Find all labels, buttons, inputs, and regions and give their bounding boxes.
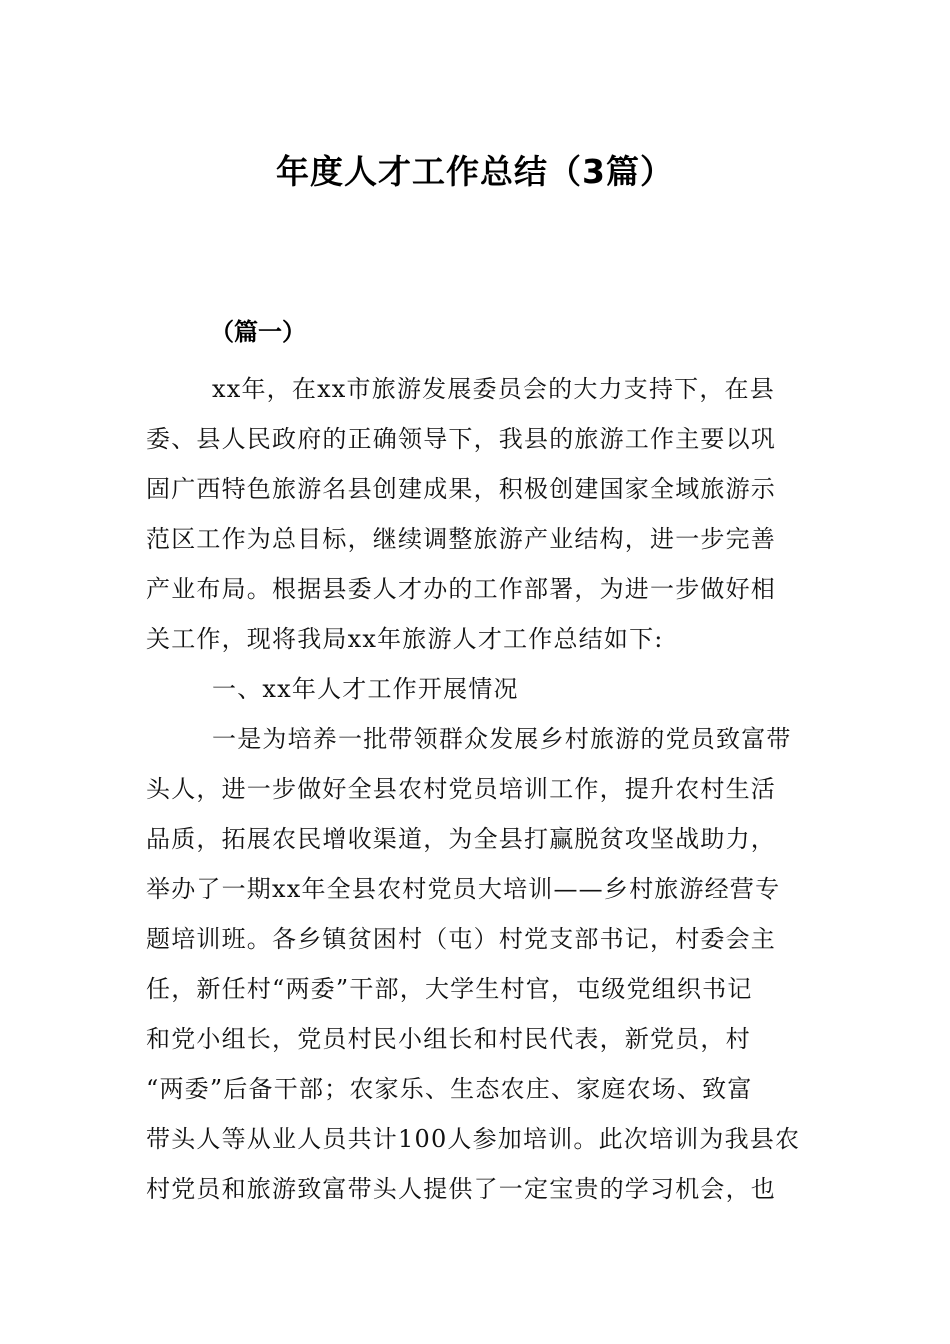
paragraph-line: 题培训班。各乡镇贫困村（屯）村党支部书记，村委会主	[146, 925, 776, 953]
paragraph-line: 举办了一期xx年全县农村党员大培训——乡村旅游经营专	[146, 875, 781, 903]
paragraph-line: 带头人等从业人员共计100人参加培训。此次培训为我县农	[146, 1125, 801, 1153]
paragraph-line: 关工作，现将我局xx年旅游人才工作总结如下:	[146, 625, 664, 653]
paragraph-line: 一是为培养一批带领群众发展乡村旅游的党员致富带	[212, 725, 792, 753]
paragraph-line: 范区工作为总目标，继续调整旅游产业结构，进一步完善	[146, 525, 776, 553]
paragraph-line: 村党员和旅游致富带头人提供了一定宝贵的学习机会，也	[146, 1175, 776, 1203]
paragraph-line: 固广西特色旅游名县创建成果，积极创建国家全域旅游示	[146, 475, 776, 503]
paragraph-line: 委、县人民政府的正确领导下，我县的旅游工作主要以巩	[146, 425, 776, 453]
subheading-line: 一、xx年人才工作开展情况	[212, 675, 519, 703]
section-heading: （篇一）	[210, 318, 306, 346]
paragraph-line: 产业布局。根据县委人才办的工作部署，为进一步做好相	[146, 575, 776, 603]
paragraph-line: 任，新任村“两委”干部，大学生村官，屯级党组织书记	[146, 975, 753, 1003]
document-title: 年度人才工作总结（3篇）	[276, 152, 674, 191]
paragraph-line: 和党小组长，党员村民小组长和村民代表，新党员，村	[146, 1025, 751, 1053]
paragraph-line: xx年，在xx市旅游发展委员会的大力支持下，在县	[212, 375, 775, 403]
paragraph-line: 头人，进一步做好全县农村党员培训工作，提升农村生活	[146, 775, 776, 803]
paragraph-line: “两委”后备干部；农家乐、生态农庄、家庭农场、致富	[146, 1075, 753, 1103]
paragraph-line: 品质，拓展农民增收渠道，为全县打赢脱贫攻坚战助力，	[146, 825, 776, 853]
body-text	[146, 364, 826, 1214]
